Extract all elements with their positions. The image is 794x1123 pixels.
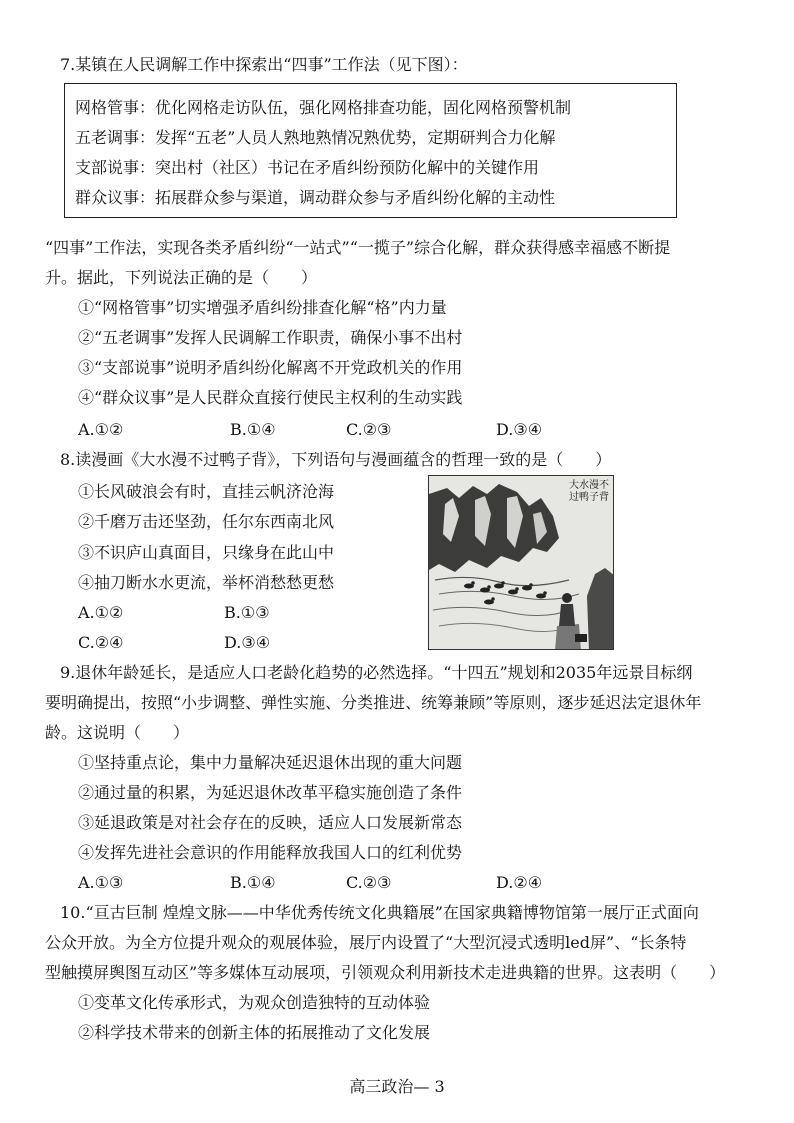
q7-choices (78, 420, 718, 440)
q9-choices (78, 873, 718, 893)
q8-choice-c[interactable]: C.②④ (78, 633, 124, 652)
q8-cartoon-image (428, 475, 614, 650)
q10-option-2: ②科学技术带来的创新主体的拓展推动了文化发展 (78, 1023, 431, 1042)
q7-box-line-4: 群众议事：拓展群众参与渠道，调动群众参与矛盾纠纷化解的主动性 (75, 188, 556, 207)
q9-option-2: ②通过量的积累，为延迟退休改革平稳实施创造了条件 (78, 783, 463, 802)
q10-stem-line-2: 公众开放。为全方位提升观众的观展体验，展厅内设置了“大型沉浸式透明led屏”、“长条特 (45, 933, 687, 952)
q9-option-3: ③延退政策是对社会存在的反映，适应人口发展新常态 (78, 813, 463, 832)
q10-option-1: ①变革文化传承形式，为观众创造独特的互动体验 (78, 993, 431, 1012)
q7-choice-a[interactable]: A.①② (78, 420, 124, 439)
q7-method-box (64, 83, 677, 218)
q7-option-2: ②“五老调事”发挥人民调解工作职责，确保小事不出村 (78, 328, 463, 347)
q9-choice-c[interactable]: C.②③ (346, 873, 392, 892)
q7-choice-c[interactable]: C.②③ (346, 420, 392, 439)
q7-paragraph-line-2: 升。据此，下列说法正确的是（ ） (45, 268, 318, 287)
q8-option-4: ④抽刀断水水更流，举杯消愁愁更愁 (78, 573, 335, 592)
q7-box-line-1: 网格管事：优化网格走访队伍，强化网格排查功能，固化网格预警机制 (75, 98, 572, 117)
q9-stem-line-2: 要明确提出，按照“小步调整、弹性实施、分类推进、统筹兼顾”等原则，逐步延迟法定退休年 (45, 693, 702, 712)
q9-choice-a[interactable]: A.①③ (78, 873, 124, 892)
q10-stem-line-3: 型触摸屏舆图互动区”等多媒体互动展项，引领观众利用新技术走进典籍的世界。这表明（ ） (45, 963, 726, 982)
q8-option-2: ②千磨万击还坚劲，任尔东西南北风 (78, 512, 335, 531)
q9-choice-b[interactable]: B.①④ (230, 873, 276, 892)
q7-option-1: ①“网格管事”切实增强矛盾纠纷排查化解“格”内力量 (78, 298, 447, 317)
q7-option-3: ③“支部说事”说明矛盾纠纷化解离不开党政机关的作用 (78, 358, 463, 377)
q9-choice-d[interactable]: D.②④ (496, 873, 543, 892)
q9-option-4: ④发挥先进社会意识的作用能释放我国人口的红利优势 (78, 843, 463, 862)
q7-stem: 7.某镇在人民调解工作中探索出“四事”工作法（见下图）： (60, 55, 468, 74)
q9-stem-line-1: 9.退休年龄延长，是适应人口老龄化趋势的必然选择。“十四五”规划和2035年远景目标纲 (60, 663, 693, 682)
q9-option-1: ①坚持重点论，集中力量解决延迟退休出现的重大问题 (78, 753, 463, 772)
q8-option-3: ③不识庐山真面目，只缘身在此山中 (78, 543, 335, 562)
q8-choice-a[interactable]: A.①② (78, 603, 124, 622)
q9-stem-line-3: 龄。这说明（ ） (45, 723, 190, 742)
q8-choice-b[interactable]: B.①③ (224, 603, 270, 622)
q7-box-line-3: 支部说事：突出村（社区）书记在矛盾纠纷预防化解中的关键作用 (75, 158, 540, 177)
q7-paragraph-line-1: “四事”工作法，实现各类矛盾纠纷“一站式”“一揽子”综合化解，群众获得感幸福感不断提 (45, 238, 671, 257)
q8-choices-row-2 (78, 633, 408, 653)
q7-box-line-2: 五老调事：发挥“五老”人员人熟地熟情况熟优势，定期研判合力化解 (75, 128, 556, 147)
cartoon-caption: 大水漫不过鸭子背 (569, 480, 609, 503)
q8-choices-row-1 (78, 603, 408, 623)
q8-option-1: ①长风破浪会有时，直挂云帆济沧海 (78, 482, 335, 501)
q7-choice-d[interactable]: D.③④ (496, 420, 543, 439)
q7-option-4: ④“群众议事”是人民群众直接行使民主权利的生动实践 (78, 388, 463, 407)
page-footer: 高三政治— 3 (349, 1077, 445, 1096)
q8-choice-d[interactable]: D.③④ (224, 633, 271, 652)
q8-stem: 8.读漫画《大水漫不过鸭子背》，下列语句与漫画蕴含的哲理一致的是（ ） (60, 450, 612, 469)
q10-stem-line-1: 10.“亘古巨制 煌煌文脉——中华优秀传统文化典籍展”在国家典籍博物馆第一展厅正式面向 (60, 903, 699, 922)
q7-choice-b[interactable]: B.①④ (230, 420, 276, 439)
